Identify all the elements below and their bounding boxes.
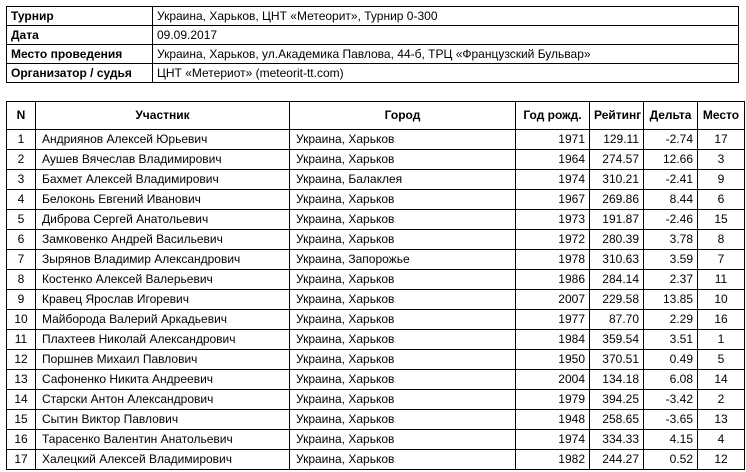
- place-value: 11: [698, 270, 745, 290]
- row-number: 14: [7, 390, 36, 410]
- column-header-birth-year: Год рожд.: [516, 102, 590, 130]
- birth-year: 1984: [516, 330, 590, 350]
- participant-city: Украина, Харьков: [290, 330, 516, 350]
- place-value: 15: [698, 210, 745, 230]
- rating-value: 284.14: [590, 270, 644, 290]
- column-header-delta: Дельта: [644, 102, 698, 130]
- delta-value: 2.37: [644, 270, 698, 290]
- delta-value: -2.46: [644, 210, 698, 230]
- participant-name: Старски Антон Александрович: [36, 390, 290, 410]
- row-number: 5: [7, 210, 36, 230]
- rating-value: 310.21: [590, 170, 644, 190]
- rating-value: 310.63: [590, 250, 644, 270]
- info-row-tournament: [7, 7, 739, 26]
- table-row: [7, 330, 745, 350]
- results-header-row: [7, 102, 745, 130]
- participant-city: Украина, Харьков: [290, 450, 516, 470]
- row-number: 1: [7, 130, 36, 150]
- participant-city: Украина, Харьков: [290, 290, 516, 310]
- row-number: 7: [7, 250, 36, 270]
- birth-year: 1973: [516, 210, 590, 230]
- participant-name: Сафоненко Никита Андреевич: [36, 370, 290, 390]
- column-header-rating: Рейтинг: [590, 102, 644, 130]
- participant-city: Украина, Харьков: [290, 230, 516, 250]
- info-row-venue: [7, 45, 739, 64]
- info-value: 09.09.2017: [153, 26, 739, 45]
- participant-name: Белоконь Евгений Иванович: [36, 190, 290, 210]
- row-number: 8: [7, 270, 36, 290]
- rating-value: 370.51: [590, 350, 644, 370]
- participant-city: Украина, Харьков: [290, 150, 516, 170]
- participant-city: Украина, Харьков: [290, 430, 516, 450]
- table-row: [7, 410, 745, 430]
- birth-year: 1967: [516, 190, 590, 210]
- row-number: 9: [7, 290, 36, 310]
- row-number: 10: [7, 310, 36, 330]
- place-value: 2: [698, 390, 745, 410]
- participant-city: Украина, Харьков: [290, 310, 516, 330]
- delta-value: 8.44: [644, 190, 698, 210]
- rating-value: 334.33: [590, 430, 644, 450]
- info-value: ЦНТ «Метериот» (meteorit-tt.com): [153, 64, 739, 83]
- place-value: 1: [698, 330, 745, 350]
- table-row: [7, 350, 745, 370]
- row-number: 4: [7, 190, 36, 210]
- tournament-info-table: [6, 6, 739, 83]
- table-row: [7, 210, 745, 230]
- rating-value: 280.39: [590, 230, 644, 250]
- place-value: 17: [698, 130, 745, 150]
- participant-city: Украина, Балаклея: [290, 170, 516, 190]
- info-label: Дата: [7, 26, 153, 45]
- row-number: 3: [7, 170, 36, 190]
- place-value: 3: [698, 150, 745, 170]
- rating-value: 191.87: [590, 210, 644, 230]
- participant-name: Сытин Виктор Павлович: [36, 410, 290, 430]
- info-row-date: [7, 26, 739, 45]
- delta-value: 3.51: [644, 330, 698, 350]
- place-value: 5: [698, 350, 745, 370]
- participant-city: Украина, Харьков: [290, 370, 516, 390]
- birth-year: 1986: [516, 270, 590, 290]
- info-value: Украина, Харьков, ЦНТ «Метеорит», Турнир 0-300: [153, 7, 739, 26]
- delta-value: 6.08: [644, 370, 698, 390]
- delta-value: 0.52: [644, 450, 698, 470]
- table-row: [7, 230, 745, 250]
- birth-year: 1948: [516, 410, 590, 430]
- table-row: [7, 250, 745, 270]
- rating-value: 269.86: [590, 190, 644, 210]
- place-value: 8: [698, 230, 745, 250]
- participant-city: Украина, Харьков: [290, 130, 516, 150]
- delta-value: 3.78: [644, 230, 698, 250]
- row-number: 17: [7, 450, 36, 470]
- info-label: Место проведения: [7, 45, 153, 64]
- place-value: 13: [698, 410, 745, 430]
- participant-name: Диброва Сергей Анатольевич: [36, 210, 290, 230]
- table-row: [7, 370, 745, 390]
- table-row: [7, 290, 745, 310]
- rating-value: 359.54: [590, 330, 644, 350]
- birth-year: 1972: [516, 230, 590, 250]
- row-number: 11: [7, 330, 36, 350]
- table-row: [7, 130, 745, 150]
- table-row: [7, 310, 745, 330]
- rating-value: 274.57: [590, 150, 644, 170]
- birth-year: 1977: [516, 310, 590, 330]
- delta-value: -2.74: [644, 130, 698, 150]
- table-row: [7, 170, 745, 190]
- rating-value: 134.18: [590, 370, 644, 390]
- participant-name: Зырянов Владимир Александрович: [36, 250, 290, 270]
- place-value: 12: [698, 450, 745, 470]
- rating-value: 394.25: [590, 390, 644, 410]
- birth-year: 2004: [516, 370, 590, 390]
- birth-year: 1978: [516, 250, 590, 270]
- table-row: [7, 430, 745, 450]
- row-number: 13: [7, 370, 36, 390]
- info-value: Украина, Харьков, ул.Академика Павлова, 44-б, ТРЦ «Французский Бульвар»: [153, 45, 739, 64]
- delta-value: -2.41: [644, 170, 698, 190]
- delta-value: -3.65: [644, 410, 698, 430]
- participant-city: Украина, Харьков: [290, 190, 516, 210]
- info-label: Организатор / судья: [7, 64, 153, 83]
- column-header-n: N: [7, 102, 36, 130]
- place-value: 14: [698, 370, 745, 390]
- results-table: [6, 101, 745, 470]
- place-value: 4: [698, 430, 745, 450]
- rating-value: 87.70: [590, 310, 644, 330]
- participant-city: Украина, Харьков: [290, 270, 516, 290]
- table-row: [7, 270, 745, 290]
- results-body: [7, 130, 745, 470]
- place-value: 10: [698, 290, 745, 310]
- rating-value: 129.11: [590, 130, 644, 150]
- participant-name: Кравец Ярослав Игоревич: [36, 290, 290, 310]
- column-header-city: Город: [290, 102, 516, 130]
- delta-value: 0.49: [644, 350, 698, 370]
- row-number: 16: [7, 430, 36, 450]
- participant-name: Халецкий Алексей Владимирович: [36, 450, 290, 470]
- participant-name: Плахтеев Николай Александрович: [36, 330, 290, 350]
- participant-name: Бахмет Алексей Владимирович: [36, 170, 290, 190]
- participant-name: Тарасенко Валентин Анатольевич: [36, 430, 290, 450]
- place-value: 9: [698, 170, 745, 190]
- table-row: [7, 390, 745, 410]
- row-number: 2: [7, 150, 36, 170]
- place-value: 16: [698, 310, 745, 330]
- participant-city: Украина, Харьков: [290, 390, 516, 410]
- birth-year: 1982: [516, 450, 590, 470]
- delta-value: 2.29: [644, 310, 698, 330]
- table-row: [7, 190, 745, 210]
- birth-year: 1971: [516, 130, 590, 150]
- row-number: 15: [7, 410, 36, 430]
- birth-year: 1964: [516, 150, 590, 170]
- table-row: [7, 450, 745, 470]
- participant-city: Украина, Харьков: [290, 210, 516, 230]
- info-label: Турнир: [7, 7, 153, 26]
- delta-value: 13.85: [644, 290, 698, 310]
- participant-city: Украина, Харьков: [290, 410, 516, 430]
- rating-value: 229.58: [590, 290, 644, 310]
- birth-year: 1979: [516, 390, 590, 410]
- delta-value: 12.66: [644, 150, 698, 170]
- participant-name: Костенко Алексей Валерьевич: [36, 270, 290, 290]
- place-value: 7: [698, 250, 745, 270]
- birth-year: 1974: [516, 170, 590, 190]
- participant-name: Аушев Вячеслав Владимирович: [36, 150, 290, 170]
- place-value: 6: [698, 190, 745, 210]
- column-header-place: Место: [698, 102, 745, 130]
- column-header-participant: Участник: [36, 102, 290, 130]
- table-row: [7, 150, 745, 170]
- info-row-organizer: [7, 64, 739, 83]
- participant-city: Украина, Харьков: [290, 350, 516, 370]
- participant-name: Андриянов Алексей Юрьевич: [36, 130, 290, 150]
- rating-value: 244.27: [590, 450, 644, 470]
- birth-year: 1974: [516, 430, 590, 450]
- birth-year: 2007: [516, 290, 590, 310]
- delta-value: 4.15: [644, 430, 698, 450]
- participant-city: Украина, Запорожье: [290, 250, 516, 270]
- delta-value: 3.59: [644, 250, 698, 270]
- row-number: 12: [7, 350, 36, 370]
- participant-name: Поршнев Михаил Павлович: [36, 350, 290, 370]
- delta-value: -3.42: [644, 390, 698, 410]
- participant-name: Замковенко Андрей Васильевич: [36, 230, 290, 250]
- birth-year: 1950: [516, 350, 590, 370]
- row-number: 6: [7, 230, 36, 250]
- participant-name: Майборода Валерий Аркадьевич: [36, 310, 290, 330]
- rating-value: 258.65: [590, 410, 644, 430]
